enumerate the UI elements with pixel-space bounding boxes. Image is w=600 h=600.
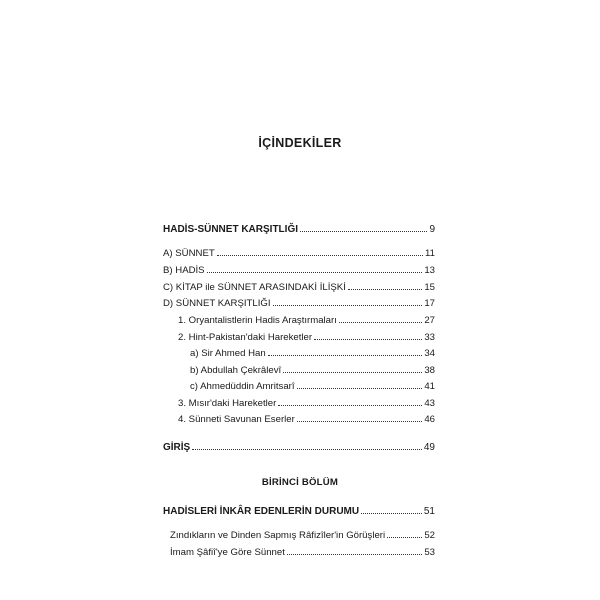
toc-entry-zindiklar[interactable] [170, 529, 435, 542]
toc-entry-page: 49 [423, 442, 435, 453]
leader-dots [387, 529, 422, 538]
toc-entry-sunnet[interactable] [163, 247, 435, 260]
leader-dots [339, 314, 422, 323]
toc-entry-page: 33 [424, 332, 435, 343]
toc-entry-label: İmam Şâfiî'ye Göre Sünnet [170, 547, 285, 558]
leader-dots [297, 380, 423, 389]
toc-entry-label: a) Sir Ahmed Han [190, 348, 266, 359]
toc-entry-hadis-sunnet[interactable] [163, 223, 435, 236]
toc-entry-giris[interactable] [163, 441, 435, 454]
toc-entry-label: A) SÜNNET [163, 248, 215, 259]
toc-entry-label: 3. Mısır'daki Hareketler [178, 398, 277, 409]
leader-dots [287, 546, 422, 555]
toc-entry-hint-pakistan[interactable] [178, 331, 435, 344]
toc-entry-sunneti-savunan[interactable] [178, 413, 435, 426]
toc-entry-label: 2. Hint-Pakistan'daki Hareketler [178, 332, 313, 343]
toc-entry-label: D) SÜNNET KARŞITLIĞI [163, 298, 271, 309]
leader-dots [297, 413, 423, 422]
toc-entry-label: b) Abdullah Çekrâlevî [190, 365, 282, 376]
leader-dots [348, 281, 422, 290]
toc-entry-label: GİRİŞ [163, 442, 191, 453]
toc-entry-label: Zındıkların ve Dinden Sapmış Râfizîler'in Görüşleri [170, 530, 386, 541]
toc-entry-page: 11 [425, 248, 435, 259]
leader-dots [207, 264, 423, 273]
page-title: İÇİNDEKİLER [258, 136, 342, 150]
toc-entry-abdullah-cekralevi[interactable] [190, 364, 435, 377]
toc-entry-hadisleri-inkar[interactable] [163, 505, 435, 518]
toc-entry-hadis[interactable] [163, 264, 435, 277]
toc-entry-imam-safii[interactable] [170, 546, 435, 559]
toc-entry-page: 52 [424, 530, 435, 541]
toc-entry-label: 1. Oryantalistlerin Hadis Araştırmaları [178, 315, 337, 326]
leader-dots [217, 247, 423, 256]
toc-entry-page: 27 [424, 315, 435, 326]
toc-entry-page: 43 [424, 398, 435, 409]
toc-entry-label: C) KİTAP ile SÜNNET ARASINDAKİ İLİŞKİ [163, 282, 346, 293]
toc-entry-page: 46 [424, 414, 435, 425]
leader-dots [361, 505, 422, 514]
leader-dots [273, 297, 423, 306]
toc-entry-page: 51 [423, 506, 435, 517]
toc-entry-sir-ahmed-han[interactable] [190, 347, 435, 360]
toc-entry-label: 4. Sünneti Savunan Eserler [178, 414, 295, 425]
leader-dots [192, 441, 422, 450]
toc-entry-oryantalistler[interactable] [178, 314, 435, 327]
toc-entry-label: B) HADİS [163, 265, 205, 276]
leader-dots [278, 397, 422, 406]
toc-entry-page: 41 [424, 381, 435, 392]
leader-dots [283, 364, 422, 373]
toc-entry-page: 17 [424, 298, 435, 309]
toc-entry-page: 34 [424, 348, 435, 359]
toc-entry-sunnet-karsitligi[interactable] [163, 297, 435, 310]
toc-entry-ahmeduddin-amritsari[interactable] [190, 380, 435, 393]
toc-entry-label: c) Ahmedüddin Amritsarî [190, 381, 295, 392]
toc-entry-page: 9 [429, 224, 435, 235]
toc-entry-page: 53 [424, 547, 435, 558]
leader-dots [268, 347, 423, 356]
toc-entry-label: HADİSLERİ İNKÂR EDENLERİN DURUMU [163, 506, 360, 517]
leader-dots [300, 223, 427, 232]
toc-entry-label: HADİS-SÜNNET KARŞITLIĞI [163, 224, 298, 235]
toc-entry-misir[interactable] [178, 397, 435, 410]
toc-entry-page: 15 [424, 282, 435, 293]
toc-entry-page: 38 [424, 365, 435, 376]
leader-dots [314, 331, 422, 340]
toc-entry-kitap-sunnet[interactable] [163, 281, 435, 294]
section-heading: BİRİNCİ BÖLÜM [261, 477, 339, 488]
toc-entry-page: 13 [424, 265, 435, 276]
